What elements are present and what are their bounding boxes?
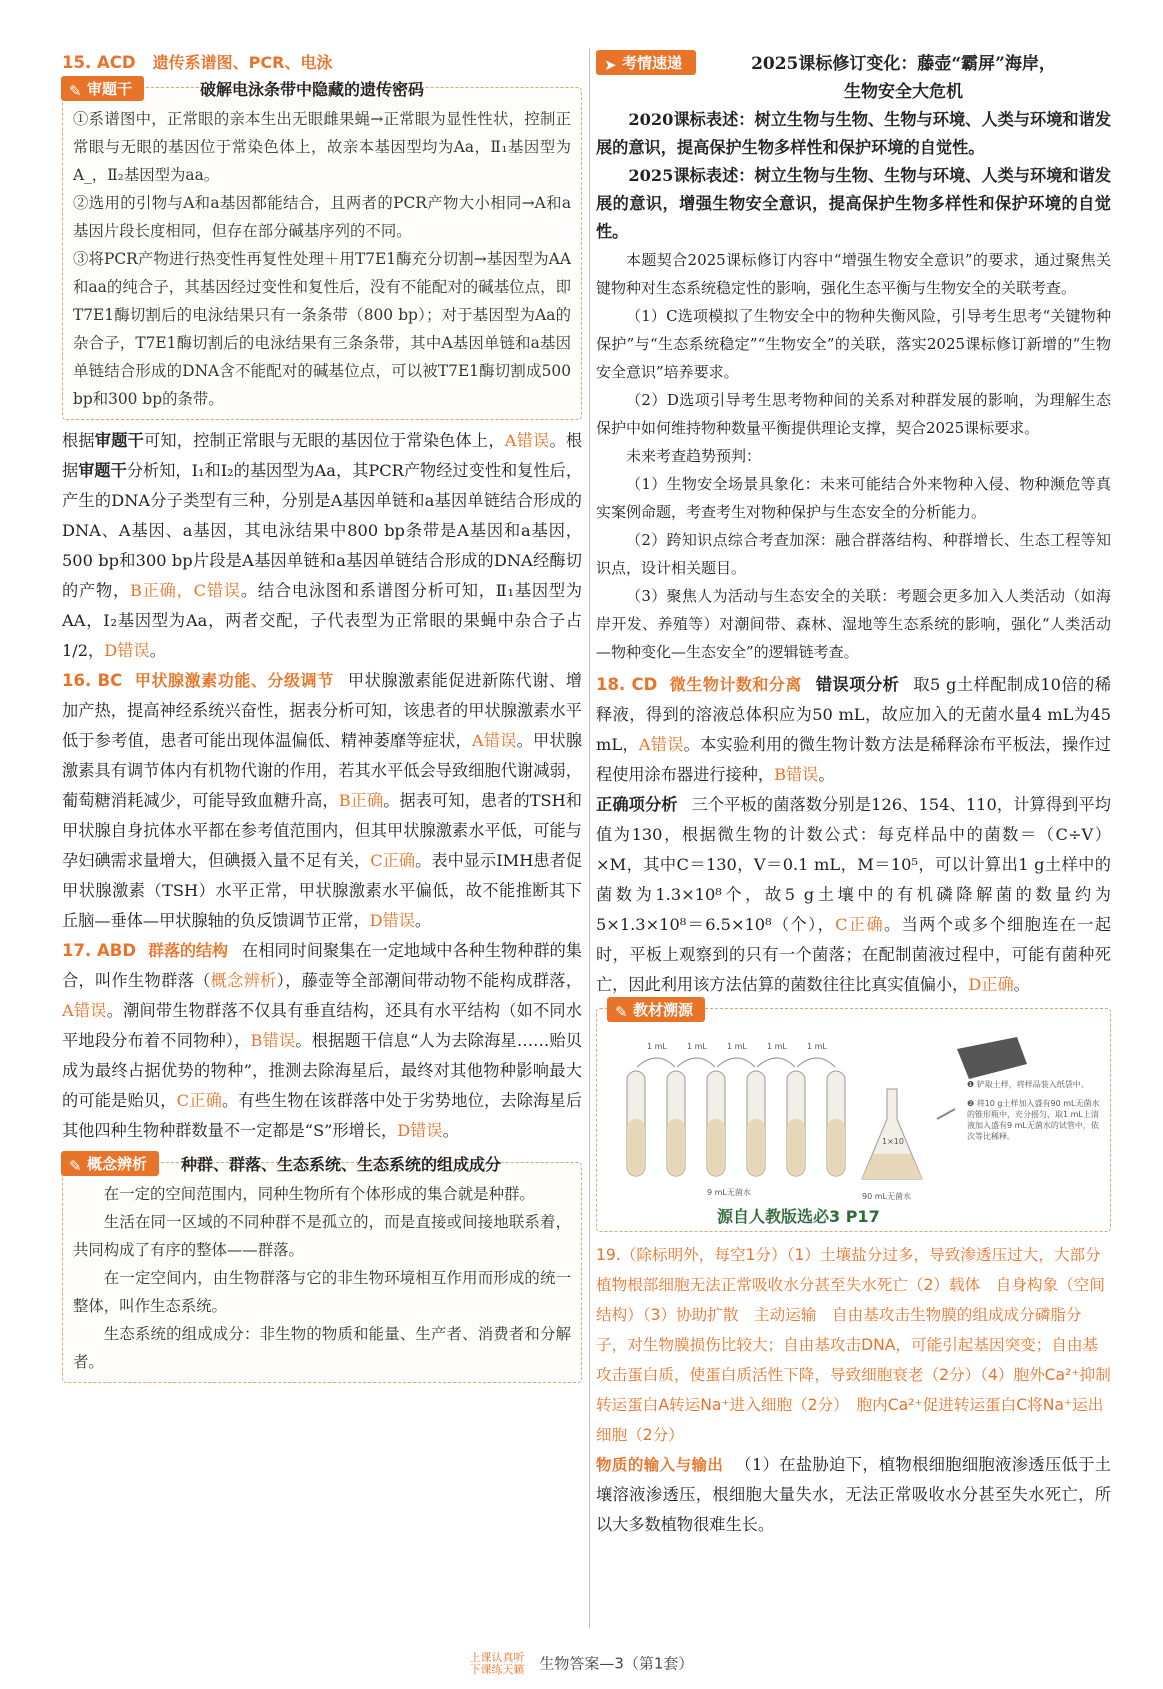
figure-note-1: ❶ 铲取土样，将样品装入纸袋中。 (967, 1080, 1089, 1089)
brand-logo: 上课认真听 下课练天籁 (469, 1651, 525, 1676)
q15-answer: 根据审题干可知，控制正常眼与无眼的基因位于常染色体上，A错误。根据审题干分析知，Ⅰ₁和Ⅰ₂的基因型为Aa，其PCR产物经过变性和复性后，产生的DNA分子类型有三种，分别是A基因单链和a基因单链结合形成的DNA、A基因、a基因，其电泳结果中800 bp条带是A基因和a基因，500 bp和300 bp片段是A基因单链和a基因单链结合形成的DNA经酶切的产物，B正确，C错误。结合电泳图和系谱图分析可知，Ⅱ₁基因型为AA，Ⅰ₂基因型为Aa，两者交配，子代表型为正常眼的果蝇中杂合子占1/2，D错误。 (62, 431, 583, 660)
flask-water-label: 90 mL无菌水 (862, 1192, 911, 1201)
kaoqing-title-line1: 2025课标修订变化：藤壶“霸屏”海岸， (751, 54, 1056, 74)
kaoqing-p1: 2020课标表述：树立生物与生物、生物与环境、人类与环境和谐发展的意识，提高保护生物多样性和保护环境的自觉性。 (596, 110, 1112, 157)
kaoqing-p8: （2）跨知识点综合考查加深：融合群落结构、种群增长、生态工程等知识点，设计相关题目。 (596, 531, 1111, 577)
kaoqing-title-line2: 生物安全大危机 (844, 82, 963, 102)
q17-box-p3: 在一定空间内，由生物群落与它的非生物环境相互作用而形成的统一整体，叫作生态系统。 (73, 1269, 571, 1315)
transfer-label-3: 1 mL (727, 1042, 747, 1051)
q17-concept-box (62, 1155, 582, 1383)
q15-header (62, 50, 582, 73)
tube-water-label: 9 mL无菌水 (707, 1188, 751, 1197)
flask (862, 1089, 922, 1201)
pencil-icon: ✎ (615, 1003, 628, 1021)
flask-label: 1×10 (882, 1137, 904, 1146)
paper-plane-icon: ➤ (604, 56, 617, 74)
right-column (596, 50, 1111, 1540)
column-divider (589, 48, 590, 1628)
q17-answer: 17. ABD 群落的结构 在相同时间聚集在一定地域中各种生物种群的集合，叫作生物群落（概念辨析），藤壶等全部潮间带动物不能构成群落，A错误。潮间带生物群落不仅具有垂直结构，还具有水平结构（如不同水平地段分布着不同物种），B错误。根据题干信息“人为去除海星……贻贝成为最终占据优势的物种”，推测去除海星后，最终对其他物种影响最大的可能是贻贝，C正确。有些生物在该群落中处于劣势地位，去除海星后其他四种生物种群数量不一定都是“S”形增长，D错误。 (62, 941, 583, 1140)
test-tubes (627, 1042, 845, 1197)
kaoqing-p5: （2）D选项引导考生思考物种间的关系对种群发展的影响，为理解生态保护中如何维持物种数量平衡提供理论支撑，契合2025课标要求。 (596, 391, 1111, 437)
page-footer (0, 1652, 1163, 1676)
kaoqing-p2: 2025课标表述：树立生物与生物、生物与环境、人类与环境和谐发展的意识，增强生物安全意识，提高保护生物多样性和保护环境的自觉性。 (596, 166, 1112, 241)
transfer-label-4: 1 mL (767, 1042, 787, 1051)
kaoqing-section (596, 50, 1111, 666)
q17-box-p1: 在一定的空间范围内，同种生物所有个体形成的集合就是种群。 (103, 1185, 535, 1203)
kaoqing-tag: ➤ 考情速递 (596, 50, 696, 75)
left-column (62, 50, 582, 1389)
pencil-icon: ✎ (69, 1157, 82, 1175)
q18-answer: 18. CD 微生物计数和分离 错误项分析 取5 g土样配制成10倍的稀释液，得到的溶液总体积应为50 mL，故应加入的无菌水量4 mL为45 mL，A错误。本实验利用的微生物计数方法是稀释涂布平板法，操作过程使用涂布器进行接种，B错误。 正确项分析 三个平板的菌落数分别是126、154、110，计算得到平均值为130，根据微生物的计数公式：每克样品中的菌数＝（C÷V）×M，其中C＝130，V＝0.1 mL，M＝10⁵，可以计算出1 g土样中的菌数为1.3×10⁸个，故5 g土壤中的有机磷降解菌的数量约为5×1.3×10⁸＝6.5×10⁸（个），C正确。当两个或多个细胞连在一起时，平板上观察到的只有一个菌落；在配制菌液过程中，可能有菌种死亡，因此利用该方法估算的菌数往往比真实值偏小，D正确。 (596, 675, 1112, 994)
q17-box-title: 种群、群落、生态系统、生态系统的组成成分 (181, 1155, 502, 1174)
q19-answer-key: 19.（除标明外，每空1分）（1）土壤盐分过多，导致渗透压过大，大部分植物根部细胞无法正常吸收水分甚至失水死亡（2）载体 自身构象（空间结构）（3）协助扩散 主动运输 自由基攻击生物膜的组成成分磷脂分子，对生物膜损伤比较大；自由基攻击DNA，可能引起基因突变；自由基攻击蛋白质，使蛋白质活性下降，导致细胞衰老（2分）（4）胞外Ca²⁺抑制转运蛋白A转运Na⁺进入细胞（2分） 胞内Ca²⁺促进转运蛋白C将Na⁺运出细胞（2分） (596, 1246, 1111, 1444)
pencil-icon: ✎ (69, 82, 82, 100)
transfer-label-1: 1 mL (647, 1042, 667, 1051)
figure-caption: 源自人教版选必3 P17 (717, 1207, 880, 1226)
textbook-tag: ✎ 教材溯源 (607, 997, 705, 1022)
kaoqing-p6: 未来考查趋势预判： (626, 447, 762, 465)
kaoqing-p7: （1）生物安全场景具象化：未来可能结合外来物种入侵、物种濒危等真实案例命题，考查考生对物种保护与生态安全的分析能力。 (596, 475, 1111, 521)
q19-analysis: 物质的输入与输出 （1）在盐胁迫下，植物根细胞细胞液渗透压低于土壤溶液渗透压，根细胞大量失水，无法正常吸收水分甚至失水死亡，所以大多数植物很难生长。 (596, 1455, 1111, 1534)
transfer-label-5: 1 mL (807, 1042, 827, 1051)
q17-box-tag: ✎ 概念辨析 (61, 1151, 159, 1176)
kaoqing-p4: （1）C选项模拟了生物安全中的物种失衡风险，引导考生思考“关键物种保护”与“生态系统稳定”“生物安全”的关联，落实2025课标修订新增的“生物安全意识”培养要求。 (596, 307, 1111, 381)
kaoqing-p3: 本题契合2025课标修订内容中“增强生物安全意识”的要求，通过聚焦关键物种对生态系统稳定性的影响，强化生态平衡与生物安全的关联考查。 (596, 251, 1111, 297)
q17-box-p2: 生活在同一区域的不同种群不是孤立的，而是直接或间接地联系着，共同构成了有序的整体——群落。 (73, 1213, 571, 1259)
q15-number: 15. ACD (62, 53, 136, 72)
transfer-label-2: 1 mL (687, 1042, 707, 1051)
figure-note-2: ❷ 将10 g土样加入盛有90 mL无菌水的锥形瓶中，充分摇匀，取1 mL上清液加入盛有9 mL无菌水的试管中，依次等比稀释。 (967, 1099, 1100, 1141)
q17-box-p4: 生态系统的组成成分：非生物的物质和能量、生产者、消费者和分解者。 (73, 1325, 571, 1371)
q15-knowledge-point: 遗传系谱图、PCR、电泳 (152, 53, 333, 72)
textbook-figure-box (596, 1001, 1111, 1232)
q15-box-p3: ③将PCR产物进行热变性再复性处理＋用T7E1酶充分切割→基因型为AA和aa的纯合子，其基因经过变性和复性后，没有不能配对的碱基位点，即T7E1酶切割后的电泳结果只有一条条带（800 bp）；对于基因型为Aa的杂合子，T7E1酶切割后的电泳结果有三条条带，其中A基因单链和a基因单链结合形成的DNA含不能配对的碱基位点，可以被T7E1酶切割成500 bp和300 bp的条带。 (73, 250, 571, 408)
kaoqing-p9: （3）聚焦人为活动与生态安全的关联：考题会更多加入人类活动（如海岸开发、养殖等）对潮间带、森林、湿地等生态系统的影响，强化“人类活动—物种变化—生态安全”的逻辑链考查。 (596, 587, 1111, 661)
q15-analysis-box (62, 80, 582, 420)
q15-box-tag: ✎ 审题干 (61, 76, 144, 101)
dilution-diagram (597, 1009, 1108, 1229)
q15-box-title: 破解电泳条带中隐藏的遗传密码 (200, 80, 425, 99)
page-label: 生物答案—3（第1套） (539, 1654, 694, 1673)
q15-box-p2: ②选用的引物与A和a基因都能结合，且两者的PCR产物大小相同→A和a基因片段长度相同，但存在部分碱基序列的不同。 (73, 194, 571, 240)
q16-answer: 16. BC 甲状腺激素功能、分级调节 甲状腺激素能促进新陈代谢、增加产热，提高神经系统兴奋性，据表分析可知，该患者的甲状腺激素水平低于参考值，患者可能出现体温偏低、精神萎靡等症状，A错误。甲状腺激素具有调节体内有机物代谢的作用，若其水平低会导致细胞代谢减弱，葡萄糖消耗减少，可能导致血糖升高，B正确。据表可知，患者的TSH和甲状腺自身抗体水平都在参考值范围内，但其甲状腺激素水平低，可能与孕妇碘需求量增大，但碘摄入量不足有关，C正确。表中显示IMH患者促甲状腺激素（TSH）水平正常，甲状腺激素水平偏低，故不能推断其下丘脑—垂体—甲状腺轴的负反馈调节正常，D错误。 (62, 671, 583, 930)
q15-box-p1: ①系谱图中，正常眼的亲本生出无眼雌果蝇→正常眼为显性性状，控制正常眼与无眼的基因位于常染色体上，故亲本基因型均为Aa，Ⅱ₁基因型为A_，Ⅱ₂基因型为aa。 (73, 110, 571, 184)
